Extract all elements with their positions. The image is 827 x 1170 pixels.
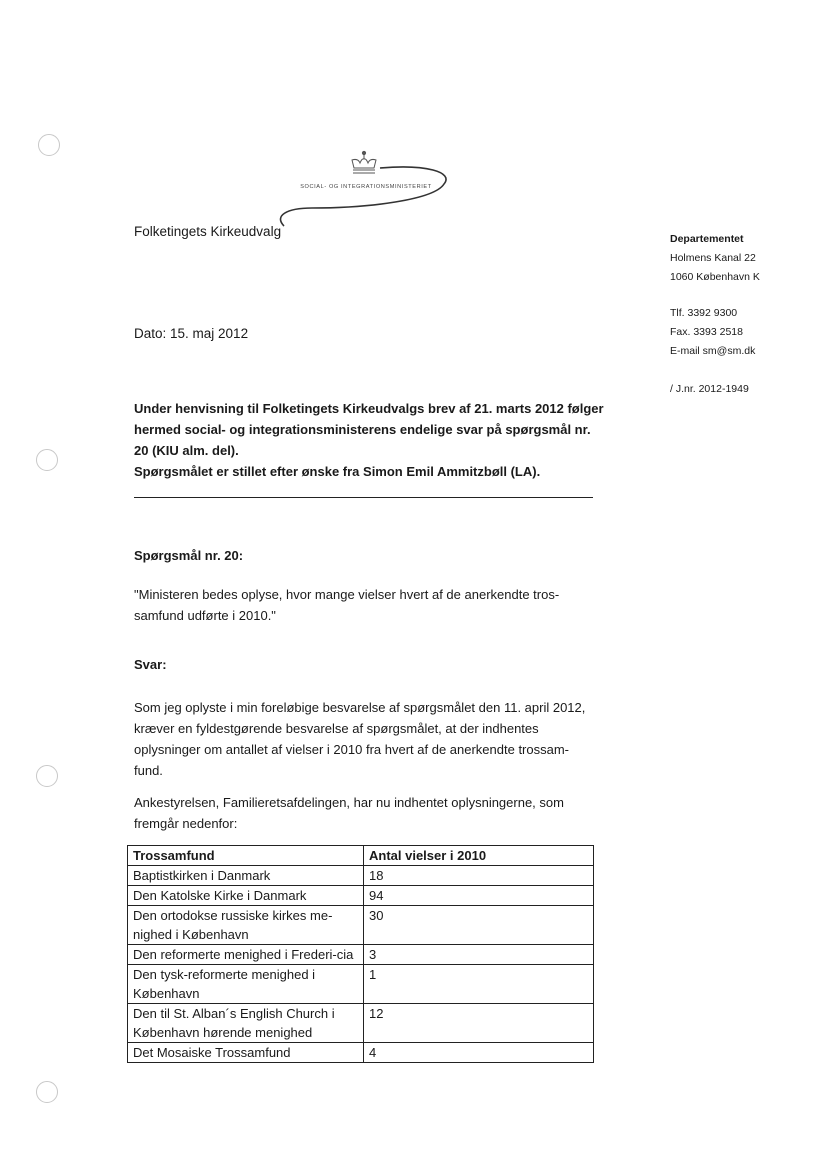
punch-hole-1 [38,134,60,156]
punch-hole-2 [36,449,58,471]
column-header-count: Antal vielser i 2010 [364,846,594,866]
table-row [128,945,594,965]
fax-number: Fax. 3393 2518 [670,326,743,338]
punch-hole-3 [36,765,58,787]
sender-contact [670,304,755,361]
count-cell: 94 [364,886,594,906]
column-header-denomination: Trossamfund [128,846,364,866]
denomination-cell: Det Mosaiske Trossamfund [128,1043,364,1063]
table-row [128,906,594,945]
count-cell: 30 [364,906,594,945]
address-line: 1060 København K [670,271,760,283]
table-row [128,1004,594,1043]
crown-icon [352,151,376,173]
email-address: E-mail sm@sm.dk [670,345,756,357]
sender-address [670,230,760,287]
count-cell: 1 [364,965,594,1004]
table-row [128,866,594,886]
table-row [128,965,594,1004]
count-cell: 18 [364,866,594,886]
denomination-cell: Baptistkirken i Danmark [128,866,364,886]
ministry-name: SOCIAL- OG INTEGRATIONSMINISTERIET [300,184,432,190]
answer-heading: Svar: [134,657,167,672]
table-row [128,886,594,906]
divider [134,497,593,498]
punch-hole-4 [36,1081,58,1103]
marriages-table [127,845,594,1063]
table-row [128,1043,594,1063]
answer-paragraph: Som jeg oplyste i min foreløbige besvarelse af spørgsmålet den 11. april 2012, kræver en fyldestgørende besvarelse af spørgsmålet, at der indhentes oplysninger om antallet af vielser i 2010 fra hvert af de anerkendte trossam-fund. [134,700,586,778]
department-name: Departementet [670,233,744,245]
denomination-cell: Den ortodokse russiske kirkes me-nighed i København [128,906,364,945]
count-cell: 4 [364,1043,594,1063]
denomination-cell: Den tysk-reformerte menighed i København [128,965,364,1004]
question-text: "Ministeren bedes oplyse, hvor mange vielser hvert af de anerkendte tros-samfund udførte i 2010." [134,587,560,623]
phone-number: Tlf. 3392 9300 [670,307,738,319]
ministry-logo [276,150,452,230]
denomination-cell: Den Katolske Kirke i Danmark [128,886,364,906]
address-line: Holmens Kanal 22 [670,252,756,264]
intro-asked-by: Spørgsmålet er stillet efter ønske fra Simon Emil Ammitzbøll (LA). [134,464,541,479]
denomination-cell: Den reformerte menighed i Frederi-cia [128,945,364,965]
table-header-row [128,846,594,866]
logo-swoosh [280,167,446,226]
case-number: / J.nr. 2012-1949 [670,383,749,395]
count-cell: 3 [364,945,594,965]
answer-paragraph: Ankestyrelsen, Familieretsafdelingen, har nu indhentet oplysningerne, som fremgår nedenfor: [134,795,564,831]
question-heading: Spørgsmål nr. 20: [134,548,244,563]
recipient: Folketingets Kirkeudvalg [134,224,282,239]
letter-date: Dato: 15. maj 2012 [134,326,249,341]
denomination-cell: Den til St. Alban´s English Church i København hørende menighed [128,1004,364,1043]
count-cell: 12 [364,1004,594,1043]
intro-reference: Under henvisning til Folketingets Kirkeudvalgs brev af 21. marts 2012 følger hermed social- og integrationsministerens endelige svar på spørgsmål nr. 20 (KIU alm. del). [134,401,604,458]
intro-block [134,398,604,482]
